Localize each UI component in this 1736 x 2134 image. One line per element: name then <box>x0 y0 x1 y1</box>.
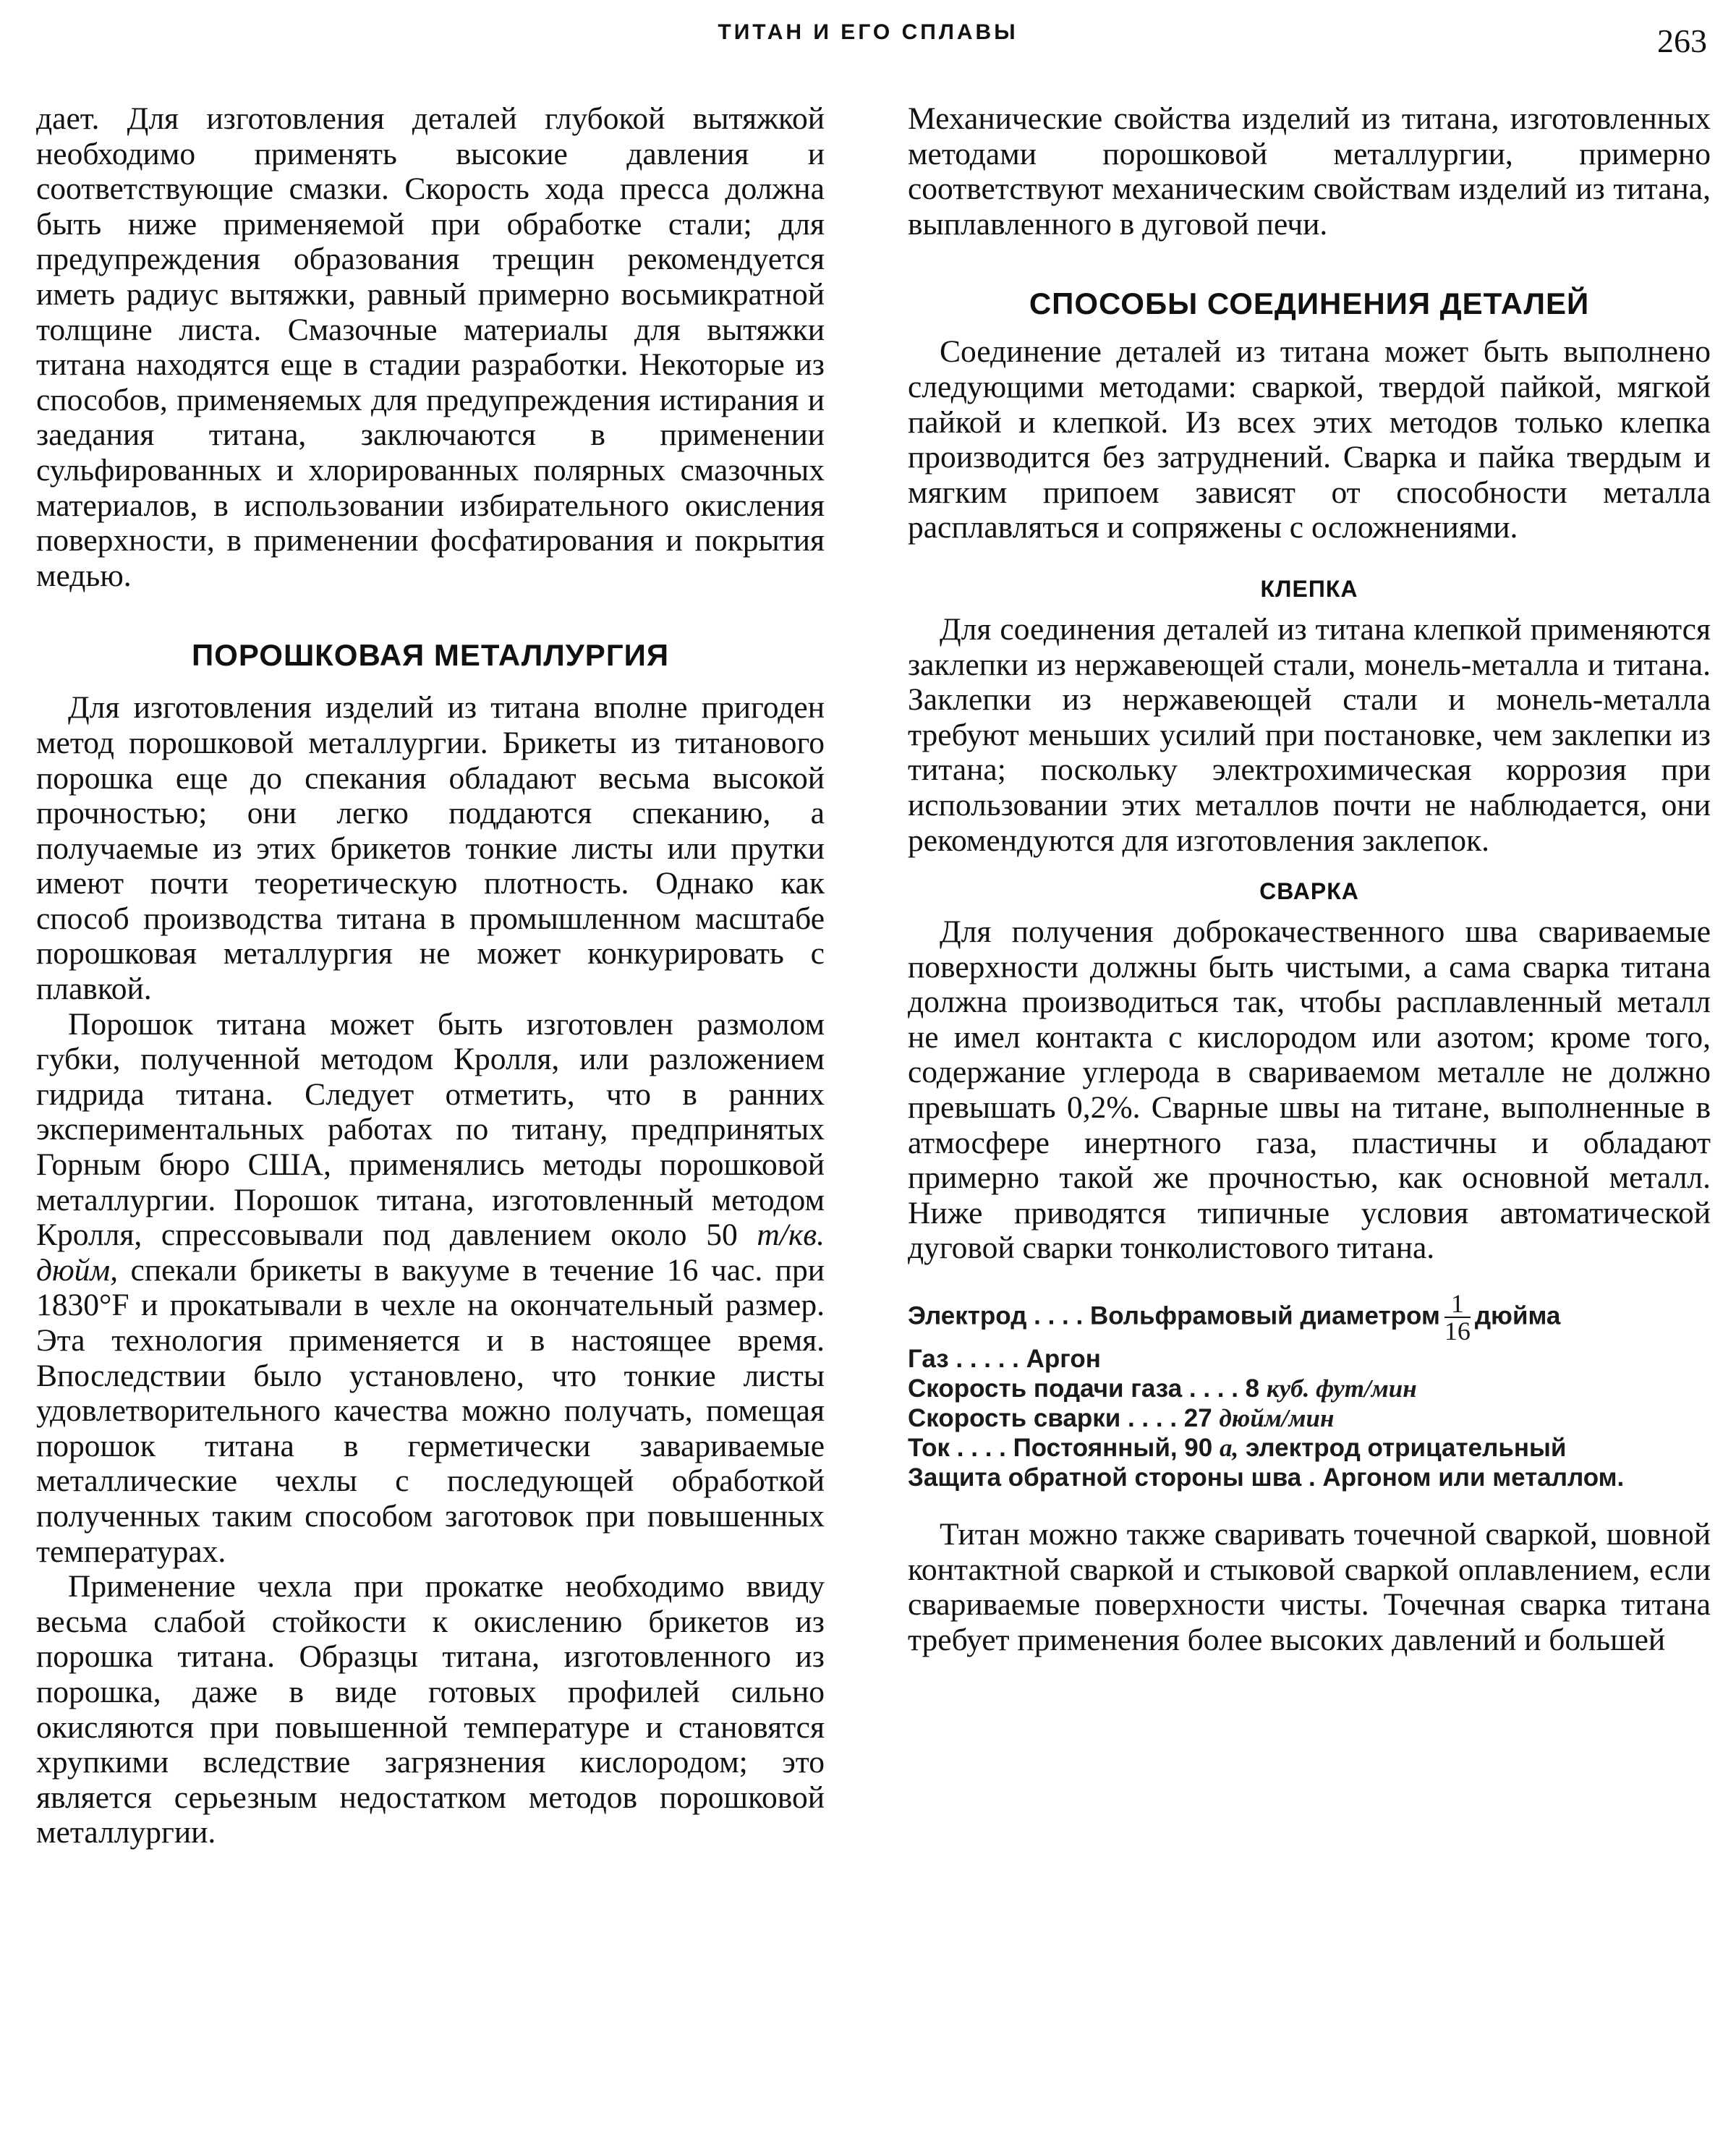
paragraph: Соединение деталей из титана может быть выполнено следующими методами: сваркой, твердой пайкой, мягкой пайкой и клепкой. Из всех этих методов только клепка производится без затруднений. Сварка и пайка твердым и мягким припоем зависят от способности металла расплавляться и сопряжены с осложнениями. <box>908 334 1711 545</box>
page-number: 263 <box>1657 22 1707 59</box>
paragraph-text: спекали брикеты в вакууме в течение 16 час. при 1830°F и прокатывали в чехле на окончательный размер. Эта технология применяется и в настоящее время. Впоследствии было установлено, что тонкие листы удовлетворительного качества можно получать, помещая порошок титана в герметически завариваемые металлические чехлы с последующей обработкой полученных таким способом заготовок при повышенных температурах. <box>36 1252 825 1569</box>
spec-electrode <box>908 1291 1711 1344</box>
spec-text: электрод отрицательный <box>1245 1434 1567 1463</box>
section-heading-joining-methods: СПОСОБЫ СОЕДИНЕНИЯ ДЕТАЛЕЙ <box>1029 286 1590 321</box>
fraction-denominator: 16 <box>1444 1317 1471 1346</box>
right-column <box>908 101 1711 1657</box>
running-title: ТИТАН И ЕГО СПЛАВЫ <box>718 20 1018 44</box>
paragraph: Для получения доброкачественного шва свариваемые поверхности должны быть чистыми, а сама сварка титана должна производиться так, чтобы расплавленный металл не имел контакта с кислородом или азотом; кроме того, содержание углерода в свариваемом металле не должно превышать 0,2%. Сварные швы на титане, выполненные в атмосфере инертного газа, пластичны и обладают примерно такой же прочностью, как основной металл. Ниже приводятся типичные условия автоматической дуговой сварки тонколистового титана. <box>908 914 1711 1266</box>
paragraph: Для изготовления изделий из титана вполне пригоден метод порошковой металлургии. Брикеты из титанового порошка еще до спекания обладают весьма высокой прочностью; они легко поддаются спеканию, а получаемые из этих брикетов тонкие листы или прутки имеют почти теоретическую плотность. Однако как способ производства титана в промышленном масштабе порошковая металлургия не может конкурировать с плавкой. <box>36 690 825 1007</box>
spec-weld-speed <box>908 1403 1711 1433</box>
paragraph: Титан можно также сваривать точечной сваркой, шовной контактной сваркой и стыковой сваркой оплавлением, если свариваемые поверхности чисты. Точечная сварка титана требует применения более высоких давлений и большей <box>908 1517 1711 1657</box>
spec-unit: а, <box>1219 1434 1239 1463</box>
spec-label: Скорость сварки . . . . 27 <box>908 1404 1212 1433</box>
spec-unit: дюйм/мин <box>1219 1404 1335 1433</box>
unit-text: т/кв. дюйм, <box>36 1217 825 1288</box>
spec-label: Электрод . . . . Вольфрамовый диаметром <box>908 1301 1440 1330</box>
welding-conditions-list <box>908 1291 1711 1492</box>
left-column <box>36 101 825 1850</box>
fraction <box>1444 1291 1471 1344</box>
subheading-welding: СВАРКА <box>1259 878 1359 905</box>
paragraph: Механические свойства изделий из титана, изготовленных методами порошковой металлургии, примерно соответствуют механическим свойствам изделий из титана, выплавленного в дуговой печи. <box>908 101 1711 242</box>
fraction-numerator: 1 <box>1444 1291 1471 1318</box>
spec-label: Ток . . . . Постоянный, 90 <box>908 1434 1213 1463</box>
spec-label: Скорость подачи газа . . . . 8 <box>908 1374 1260 1403</box>
paragraph: Применение чехла при прокатке необходимо ввиду весьма слабой стойкости к окислению брикетов из порошка титана. Образцы титана, изготовленного из порошка, даже в виде готовых профилей сильно окисляются при повышенной температуре и становятся хрупкими вследствие загрязнения кислородом; это является серьезным недостатком методов порошковой металлургии. <box>36 1569 825 1850</box>
spec-back-protection: Защита обратной стороны шва . Аргоном или металлом. <box>908 1463 1625 1492</box>
spec-gas: Газ . . . . . Аргон <box>908 1345 1101 1374</box>
section-heading-powder-metallurgy: ПОРОШКОВАЯ МЕТАЛЛУРГИЯ <box>191 638 670 673</box>
paragraph-text: Порошок титана может быть изготовлен размолом губки, полученной методом Кролля, или разложением гидрида титана. Следует отметить, что в ранних экспериментальных работах по титану, предпринятых Горным бюро США, применялись методы порошковой металлургии. Порошок титана, изготовленный методом Кролля, спрессовывали под давлением около 50 <box>36 1006 825 1253</box>
spec-gas-rate <box>908 1374 1711 1403</box>
paragraph <box>36 1007 825 1570</box>
spec-unit: куб. фут/мин <box>1266 1374 1417 1403</box>
subheading-riveting: КЛЕПКА <box>1260 575 1358 602</box>
paragraph: Для соединения деталей из титана клепкой применяются заклепки из нержавеющей стали, монель-металла и титана. Заклепки из нержавеющей стали и монель-металла требуют меньших усилий при постановке, чем заклепки из титана; поскольку электрохимическая коррозия при использовании этих металлов почти не наблюдается, они рекомендуются для изготовления заклепок. <box>908 611 1711 858</box>
spec-unit: дюйма <box>1474 1301 1561 1330</box>
paragraph: дает. Для изготовления деталей глубокой вытяжкой необходимо применять высокие давления и соответствующие смазки. Скорость хода пресса должна быть ниже применяемой при обработке стали; для предупреждения образования трещин рекомендуется иметь радиус вытяжки, равный примерно восьмикратной толщине листа. Смазочные материалы для вытяжки титана находятся еще в стадии разработки. Некоторые из способов, применяемых для предупреждения истирания и заедания титана, заключаются в применении сульфированных и хлорированных полярных смазочных материалов, в использовании избирательного окисления поверхности, в применении фосфатирования и покрытия медью. <box>36 101 825 593</box>
spec-current <box>908 1433 1711 1463</box>
